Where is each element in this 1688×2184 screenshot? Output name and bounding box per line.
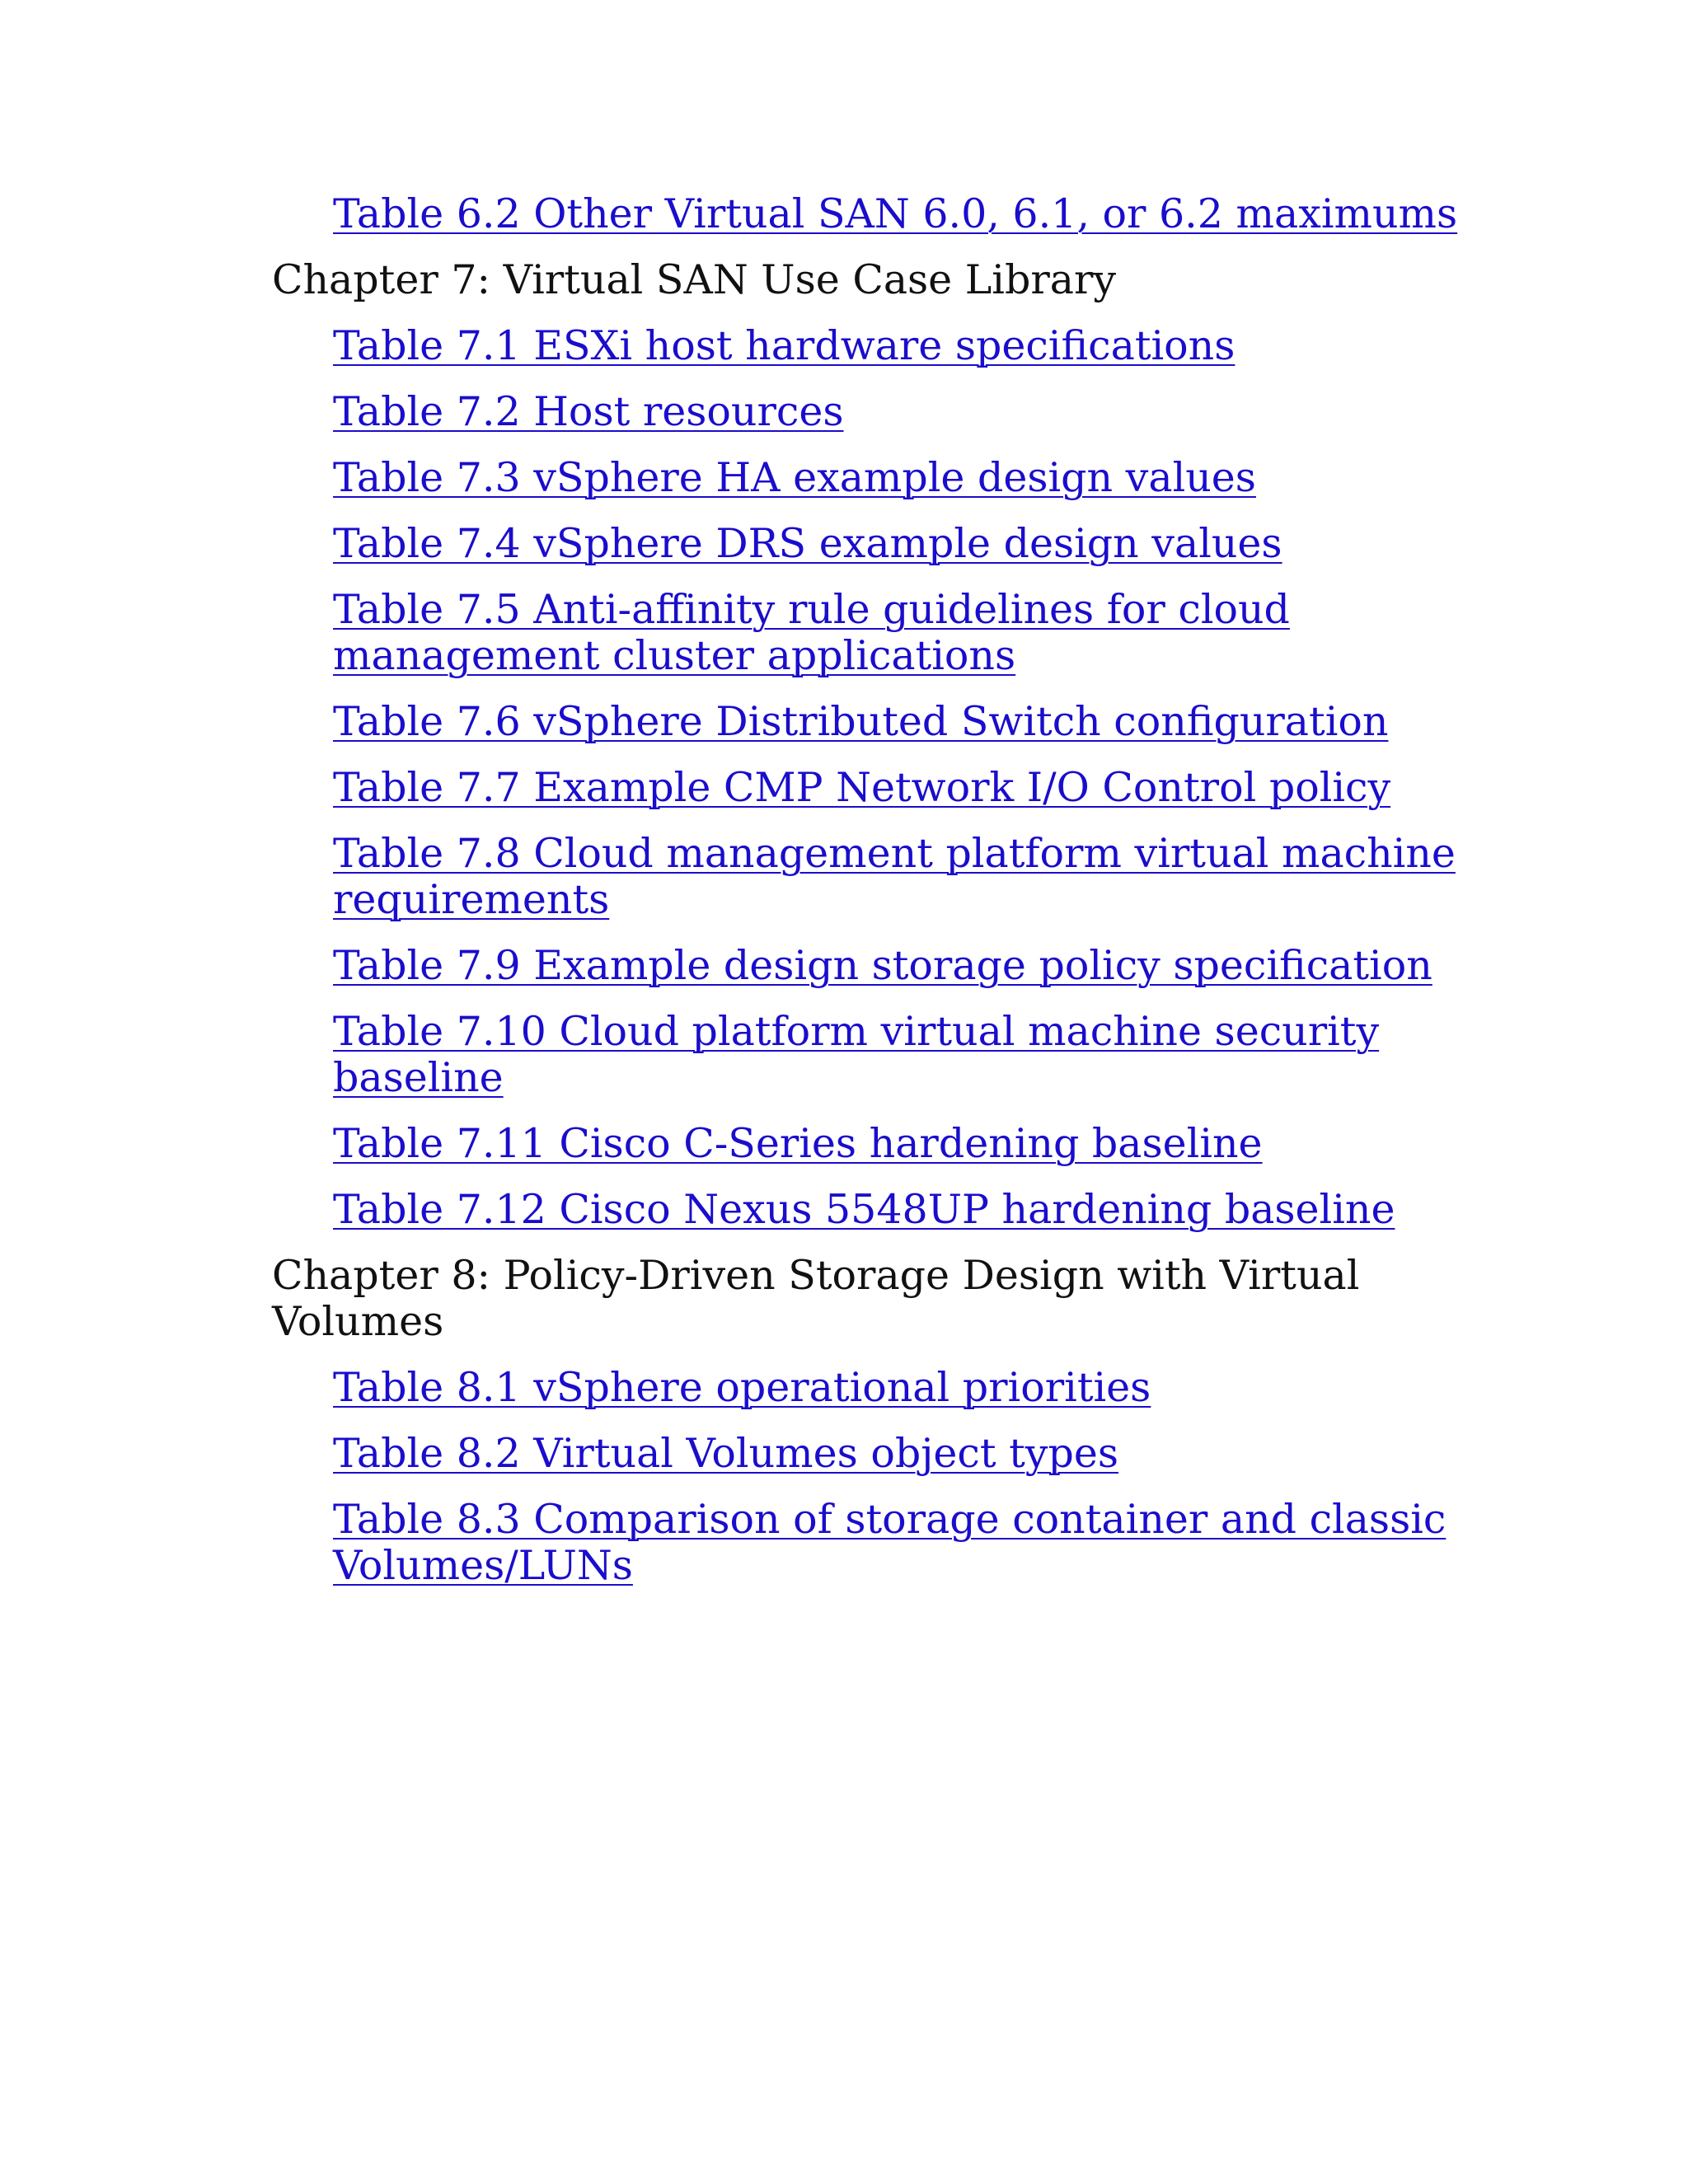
table-link-7-1[interactable]: Table 7.1 ESXi host hardware specifications	[333, 322, 1236, 369]
table-link-6-2[interactable]: Table 6.2 Other Virtual SAN 6.0, 6.1, or 6.2 maximums	[333, 190, 1458, 237]
toc-entry	[333, 1365, 1459, 1411]
table-link-7-2[interactable]: Table 7.2 Host resources	[333, 388, 844, 435]
toc-entry	[333, 389, 1459, 435]
toc-entry	[333, 323, 1459, 369]
chapter-heading-8: Chapter 8: Policy-Driven Storage Design with Virtual Volumes	[272, 1252, 1360, 1345]
toc-entry	[333, 455, 1459, 501]
table-link-7-6[interactable]: Table 7.6 vSphere Distributed Switch configuration	[333, 698, 1389, 745]
table-link-7-7[interactable]: Table 7.7 Example CMP Network I/O Control policy	[333, 764, 1391, 811]
toc-entry	[333, 1009, 1459, 1101]
toc-entry	[333, 1187, 1459, 1233]
table-link-8-1[interactable]: Table 8.1 vSphere operational priorities	[333, 1364, 1151, 1411]
toc-entry	[333, 699, 1459, 745]
table-link-7-5[interactable]: Table 7.5 Anti-affinity rule guidelines for cloud management cluster applications	[333, 586, 1290, 679]
table-link-7-12[interactable]: Table 7.12 Cisco Nexus 5548UP hardening baseline	[333, 1186, 1395, 1233]
toc-entry	[333, 587, 1459, 679]
table-link-7-8[interactable]: Table 7.8 Cloud management platform virtual machine requirements	[333, 830, 1456, 923]
toc-entry	[333, 943, 1459, 989]
toc-entry	[333, 765, 1459, 811]
toc-entry	[333, 191, 1459, 237]
table-link-7-10[interactable]: Table 7.10 Cloud platform virtual machine security baseline	[333, 1008, 1380, 1101]
toc-entry	[333, 1431, 1459, 1477]
table-link-7-9[interactable]: Table 7.9 Example design storage policy specification	[333, 942, 1432, 989]
chapter-heading-7: Chapter 7: Virtual SAN Use Case Library	[272, 256, 1117, 303]
toc-entry	[333, 831, 1459, 923]
table-link-8-2[interactable]: Table 8.2 Virtual Volumes object types	[333, 1430, 1118, 1477]
table-link-8-3[interactable]: Table 8.3 Comparison of storage container and classic Volumes/LUNs	[333, 1496, 1447, 1589]
table-link-7-4[interactable]: Table 7.4 vSphere DRS example design values	[333, 520, 1282, 567]
table-of-contents	[272, 191, 1459, 1609]
toc-entry	[333, 1497, 1459, 1589]
table-link-7-11[interactable]: Table 7.11 Cisco C-Series hardening baseline	[333, 1120, 1263, 1167]
toc-entry	[333, 521, 1459, 567]
table-link-7-3[interactable]: Table 7.3 vSphere HA example design values	[333, 454, 1256, 501]
toc-entry	[333, 1121, 1459, 1167]
